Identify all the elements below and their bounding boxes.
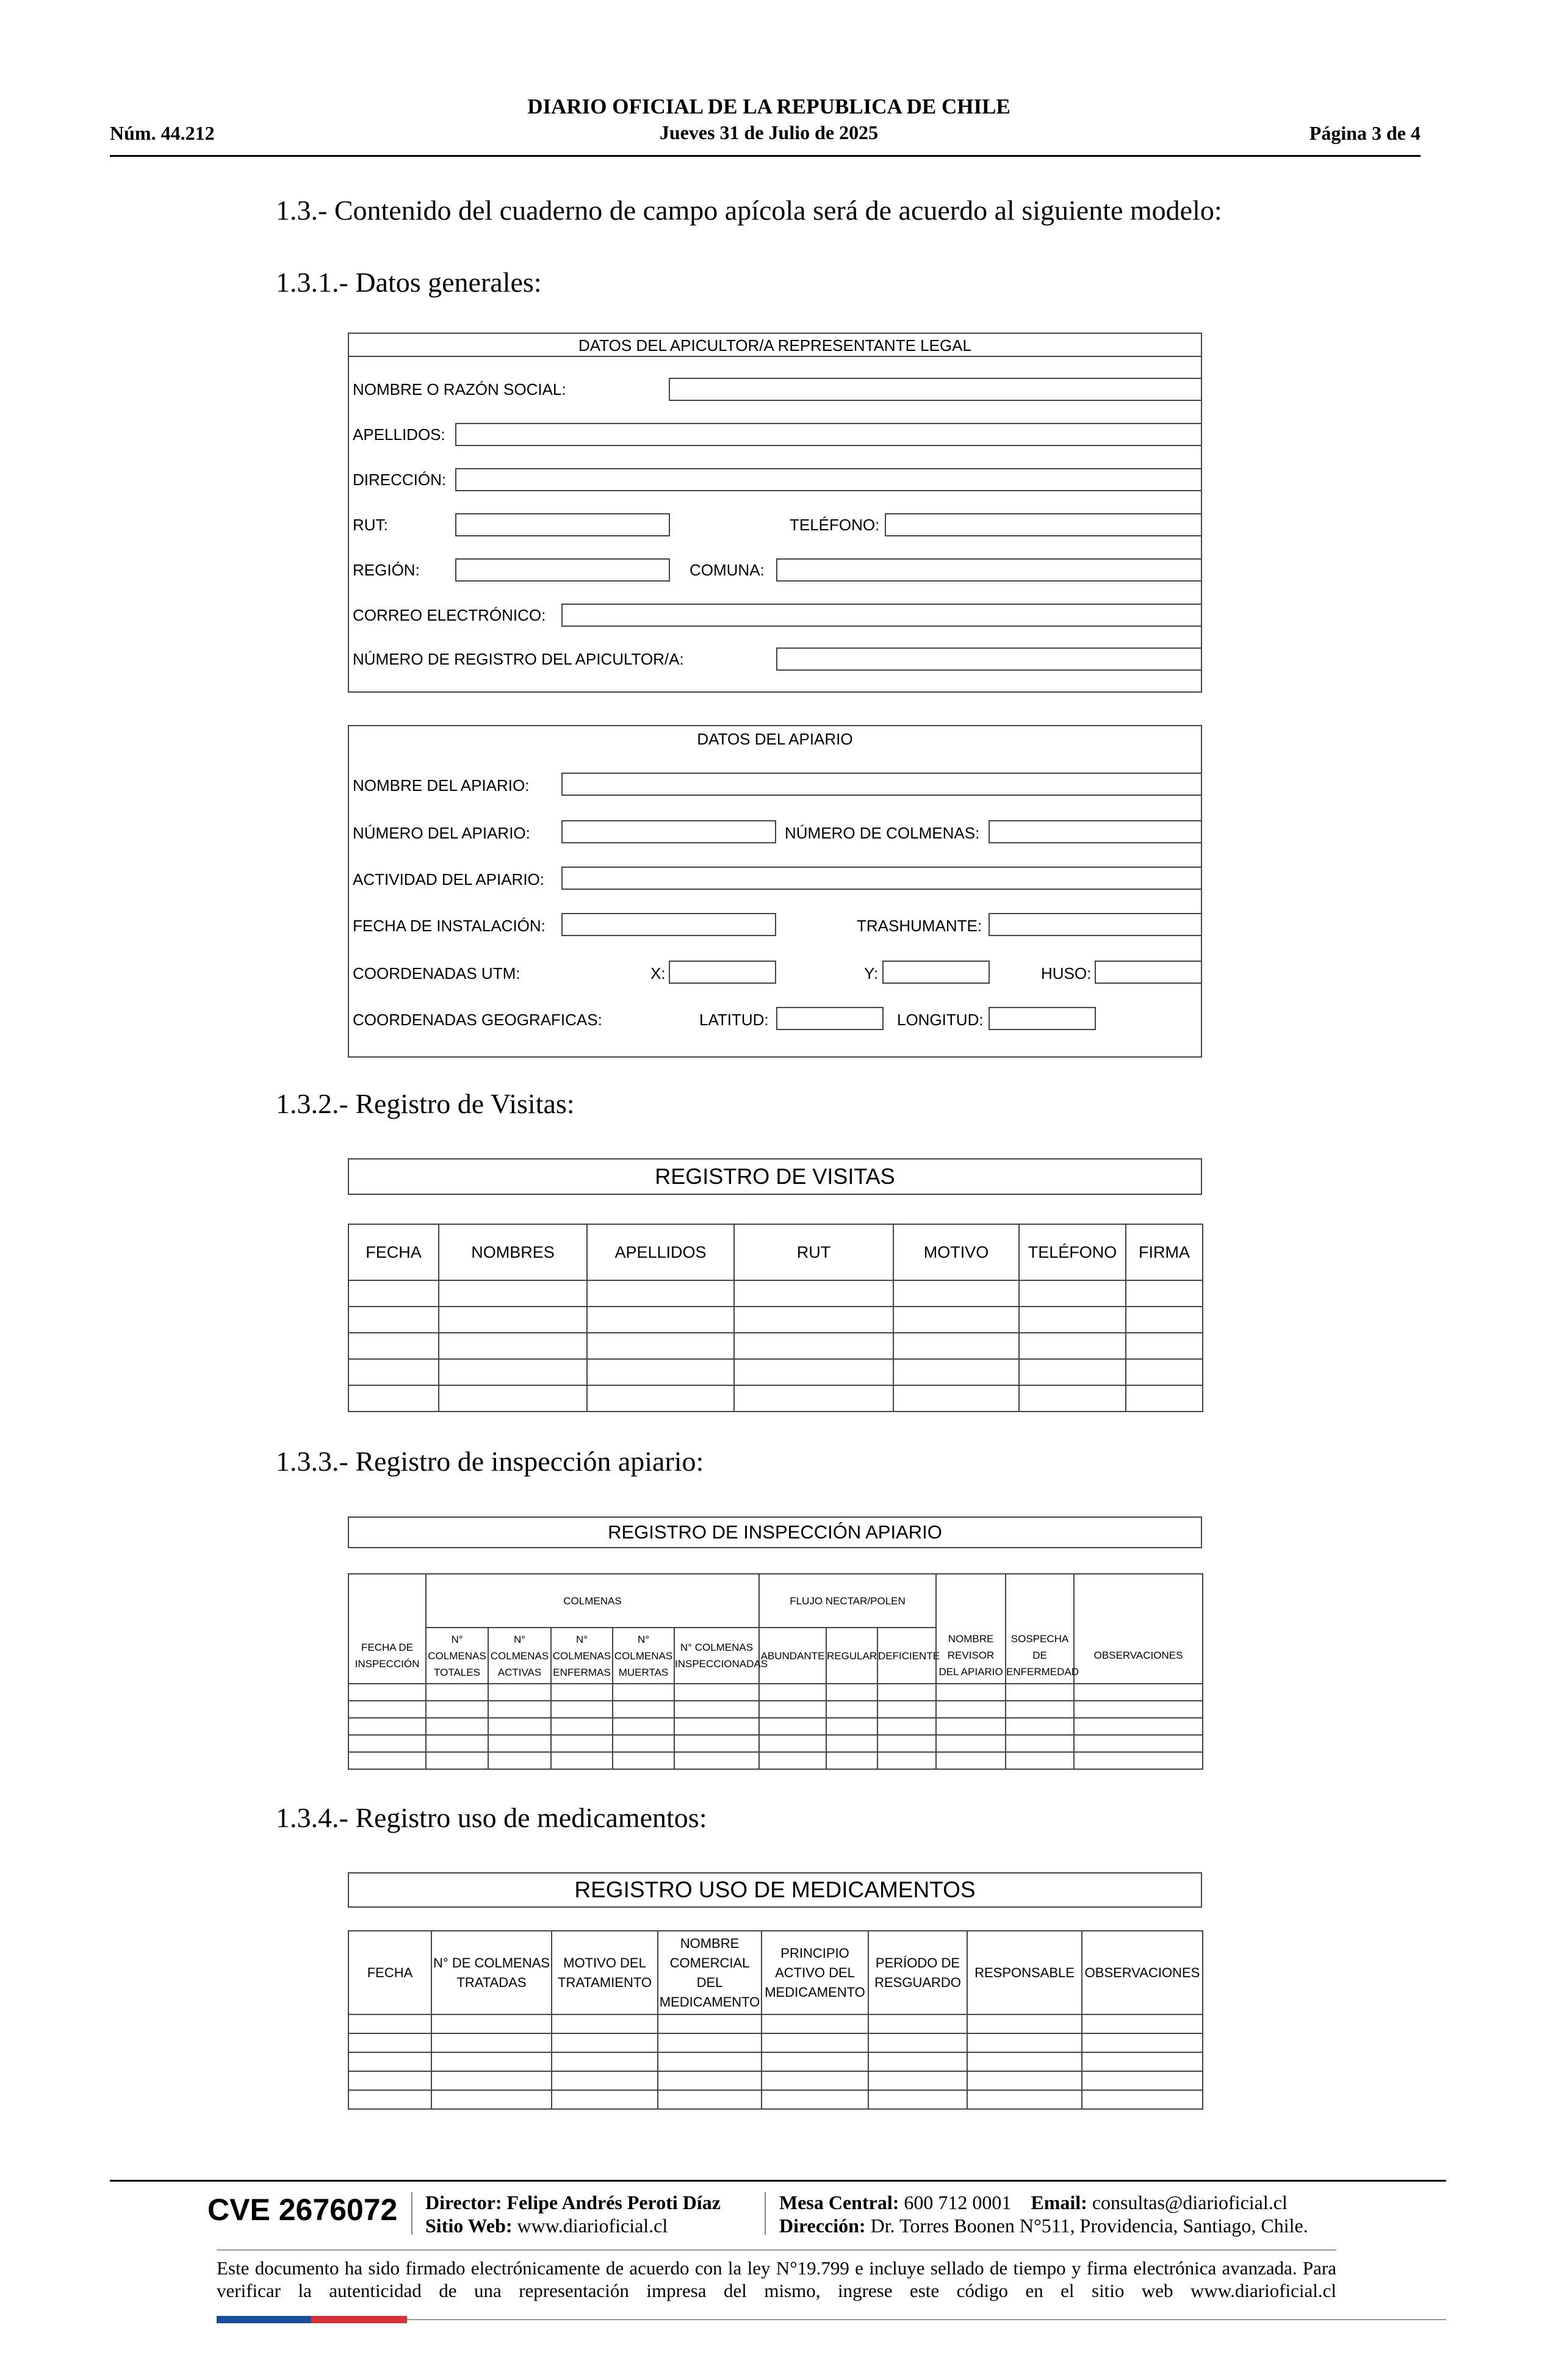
label-huso: HUSO: (1041, 964, 1092, 983)
label-rut: RUT: (353, 516, 388, 534)
col-responsable: RESPONSABLE (967, 1931, 1082, 2014)
x-field[interactable] (669, 961, 776, 984)
medicamentos-header-row (348, 1931, 1203, 2014)
col-principio-activo: PRINCIPIO ACTIVO DEL MEDICAMENTO (762, 1931, 868, 2014)
label-latitud: LATITUD: (699, 1011, 769, 1029)
nombre-field[interactable] (669, 378, 1202, 401)
col-deficiente: DEFICIENTE (877, 1628, 936, 1684)
col-periodo-resguardo: PERÍODO DE RESGUARDO (868, 1931, 967, 2014)
group-colmenas: COLMENAS (426, 1574, 759, 1628)
table-row[interactable] (348, 1718, 1203, 1735)
registro-field[interactable] (776, 647, 1202, 671)
footer-divider (110, 2180, 1446, 2182)
col-revisor: NOMBRE REVISOR DEL APIARIO (936, 1628, 1006, 1684)
numero-colmenas-field[interactable] (989, 820, 1202, 843)
director-label: Director: (425, 2191, 502, 2213)
table-row[interactable] (348, 1333, 1203, 1359)
y-field[interactable] (882, 961, 990, 984)
label-direccion: DIRECCIÓN: (353, 471, 447, 489)
rut-field[interactable] (455, 513, 670, 536)
section-1-3-2-heading: 1.3.2.- Registro de Visitas: (276, 1088, 575, 1119)
col-abundante: ABUNDANTE (759, 1628, 826, 1684)
direccion-field[interactable] (455, 468, 1202, 491)
director-name: Felipe Andrés Peroti Díaz (506, 2191, 721, 2213)
col-colmenas-muertas: N° COLMENAS MUERTAS (613, 1628, 674, 1684)
flag-stripe-red (311, 2316, 407, 2323)
label-x: X: (650, 964, 666, 983)
web-label: Sitio Web: (425, 2215, 513, 2237)
col-apellidos: APELLIDOS (587, 1224, 734, 1280)
col-observaciones: OBSERVACIONES (1082, 1931, 1203, 2014)
table-row[interactable] (348, 1752, 1203, 1769)
col-sospecha: SOSPECHA DE ENFERMEDAD (1006, 1628, 1074, 1684)
inspeccion-group-row (348, 1574, 1203, 1628)
col-motivo-tratamiento: MOTIVO DEL TRATAMIENTO (552, 1931, 658, 2014)
label-longitud: LONGITUD: (897, 1011, 984, 1029)
table-row[interactable] (348, 2090, 1203, 2109)
divider (349, 356, 1201, 357)
apiario-form (348, 725, 1202, 1058)
page-number: Página 3 de 4 (1309, 122, 1421, 144)
col-colmenas-enfermas: N° COLMENAS ENFERMAS (551, 1628, 613, 1684)
col-telefono: TELÉFONO (1019, 1224, 1126, 1280)
longitud-field[interactable] (989, 1007, 1096, 1030)
publication-date: Jueves 31 de Julio de 2025 (659, 121, 879, 143)
col-fecha: FECHA (348, 1931, 431, 2014)
label-trashumante: TRASHUMANTE: (857, 917, 982, 935)
flag-stripe-blue (217, 2316, 311, 2323)
publication-title: DIARIO OFICIAL DE LA REPUBLICA DE CHILE (527, 95, 1010, 118)
label-comuna: COMUNA: (690, 561, 765, 579)
col-rut: RUT (734, 1224, 893, 1280)
correo-field[interactable] (561, 604, 1202, 627)
visitas-header-row (348, 1224, 1203, 1280)
table-row[interactable] (348, 1735, 1203, 1752)
web-link[interactable]: www.diarioficial.cl (517, 2215, 668, 2237)
actividad-field[interactable] (561, 867, 1202, 890)
telefono-field[interactable] (885, 513, 1202, 536)
col-nombres: NOMBRES (439, 1224, 587, 1280)
label-correo: CORREO ELECTRÓNICO: (353, 606, 546, 624)
section-1-3-4-heading: 1.3.4.- Registro uso de medicamentos: (276, 1802, 707, 1833)
numero-apiario-field[interactable] (561, 820, 776, 843)
table-row[interactable] (348, 2071, 1203, 2090)
label-region: REGIÓN: (353, 561, 420, 579)
col-fecha: FECHA (348, 1224, 439, 1280)
label-nombre-apiario: NOMBRE DEL APIARIO: (353, 776, 530, 795)
label-apellidos: APELLIDOS: (353, 425, 445, 444)
mesa-phone: 600 712 0001 (904, 2191, 1012, 2213)
mesa-label: Mesa Central: (779, 2191, 899, 2213)
apiario-form-title: DATOS DEL APIARIO (697, 730, 853, 748)
col-firma: FIRMA (1126, 1224, 1203, 1280)
col-fecha-inspeccion: FECHA DE INSPECCIÓN (348, 1628, 426, 1684)
direccion-label: Dirección: (779, 2215, 866, 2237)
cve-code: CVE 2676072 (207, 2193, 398, 2227)
table-row[interactable] (348, 2052, 1203, 2071)
section-1-3-3-heading: 1.3.3.- Registro de inspección apiario: (276, 1446, 704, 1477)
label-actividad: ACTIVIDAD DEL APIARIO: (353, 870, 545, 889)
apicultor-form-title: DATOS DEL APICULTOR/A REPRESENTANTE LEGAL (578, 336, 971, 355)
footer-contact-block (779, 2191, 1308, 2237)
label-nombre: NOMBRE O RAZÓN SOCIAL: (353, 380, 566, 398)
comuna-field[interactable] (776, 558, 1202, 582)
table-row[interactable] (348, 1701, 1203, 1718)
col-regular: REGULAR (826, 1628, 877, 1684)
table-row[interactable] (348, 1684, 1203, 1701)
medicamentos-title: REGISTRO USO DE MEDICAMENTOS (348, 1872, 1202, 1908)
inspeccion-title: REGISTRO DE INSPECCIÓN APIARIO (348, 1516, 1202, 1548)
trashumante-field[interactable] (989, 913, 1202, 936)
footer-separator (411, 2192, 412, 2235)
col-nombre-comercial: NOMBRE COMERCIAL DEL MEDICAMENTO (658, 1931, 762, 2014)
label-y: Y: (864, 964, 879, 983)
footer-bottom-rule (407, 2319, 1446, 2320)
col-colmenas-tratadas: N° DE COLMENAS TRATADAS (431, 1931, 552, 2014)
region-field[interactable] (455, 558, 670, 582)
label-registro: NÚMERO DE REGISTRO DEL APICULTOR/A: (353, 650, 684, 668)
inspeccion-header-row (348, 1628, 1203, 1684)
issue-number: Núm. 44.212 (110, 122, 215, 144)
fecha-instalacion-field[interactable] (561, 913, 776, 936)
table-row[interactable] (348, 1385, 1203, 1412)
inspeccion-table (348, 1573, 1203, 1770)
apicultor-form (348, 333, 1202, 693)
col-colmenas-activas: N° COLMENAS ACTIVAS (488, 1628, 551, 1684)
huso-field[interactable] (1095, 961, 1202, 984)
label-utm: COORDENADAS UTM: (353, 964, 520, 983)
label-telefono: TELÉFONO: (790, 516, 880, 534)
table-row[interactable] (348, 1280, 1203, 1307)
footer-director-block (425, 2191, 721, 2237)
nombre-apiario-field[interactable] (561, 773, 1202, 796)
label-numero-colmenas: NÚMERO DE COLMENAS: (785, 824, 980, 842)
col-motivo: MOTIVO (893, 1224, 1019, 1280)
medicamentos-table (348, 1930, 1203, 2110)
footer-separator (765, 2192, 766, 2235)
label-geograficas: COORDENADAS GEOGRAFICAS: (353, 1011, 602, 1029)
section-1-3-1-heading: 1.3.1.- Datos generales: (276, 267, 542, 298)
visitas-title: REGISTRO DE VISITAS (348, 1158, 1202, 1195)
email-label: Email: (1031, 2191, 1087, 2213)
section-1-3-heading: 1.3.- Contenido del cuaderno de campo apícola será de acuerdo al siguiente modelo: (276, 195, 1222, 226)
label-fecha-instalacion: FECHA DE INSTALACIÓN: (353, 917, 546, 935)
apellidos-field[interactable] (455, 423, 1202, 446)
header-divider (110, 155, 1421, 157)
col-colmenas-inspeccionadas: N° COLMENAS INSPECCIONADAS (674, 1628, 759, 1684)
email-link[interactable]: consultas@diarioficial.cl (1092, 2191, 1288, 2213)
visitas-table (348, 1224, 1203, 1412)
table-row[interactable] (348, 1359, 1203, 1385)
latitud-field[interactable] (776, 1007, 884, 1030)
legal-notice: Este documento ha sido firmado electrónicamente de acuerdo con la ley N°19.799 e incluye sellado de tiempo y firma electrónica avanzada. Para verificar la autenticidad de una representación impresa del mismo, ingrese este código en el sitio web www.diarioficial.cl (217, 2257, 1336, 2301)
col-colmenas-totales: N° COLMENAS TOTALES (426, 1628, 488, 1684)
table-row[interactable] (348, 2014, 1203, 2033)
footer-thin-divider (217, 2249, 1336, 2251)
group-flujo: FLUJO NECTAR/POLEN (759, 1574, 936, 1628)
direccion-value: Dr. Torres Boonen N°511, Providencia, Santiago, Chile. (870, 2215, 1308, 2237)
col-observaciones: OBSERVACIONES (1074, 1628, 1203, 1684)
masthead (0, 95, 1538, 144)
table-row[interactable] (348, 2033, 1203, 2052)
table-row[interactable] (348, 1307, 1203, 1333)
label-numero-apiario: NÚMERO DEL APIARIO: (353, 824, 530, 842)
